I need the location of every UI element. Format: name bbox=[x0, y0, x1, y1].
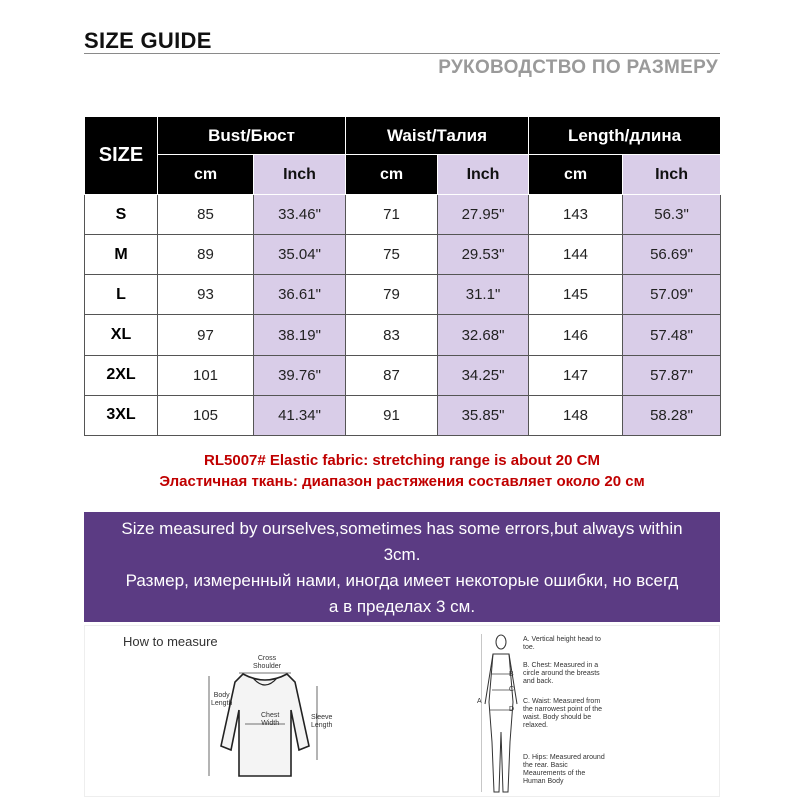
measure-desc-height: A. Vertical height head to toe. bbox=[523, 636, 601, 651]
length-cm-cell: 148 bbox=[529, 395, 623, 435]
size-table bbox=[84, 116, 721, 436]
size-column-header: SIZE bbox=[85, 117, 158, 195]
body-length-label bbox=[211, 692, 232, 708]
length-cm-cell: 145 bbox=[529, 275, 623, 315]
elastic-note-en: RL5007# Elastic fabric: stretching range is about 20 CM bbox=[204, 452, 600, 469]
title-divider bbox=[84, 53, 720, 54]
table-row bbox=[85, 195, 721, 235]
page-title: SIZE GUIDE bbox=[84, 28, 212, 53]
length-cm-cell: 143 bbox=[529, 195, 623, 235]
cross-shoulder-label bbox=[253, 655, 281, 671]
size-cell: S bbox=[85, 195, 158, 235]
measure-desc-waist: C. Waist: Measured from the narrowest point of the waist. Body should be relaxed. bbox=[523, 698, 602, 729]
cross-shoulder-label-line2: Shoulder bbox=[253, 663, 282, 670]
bust-inch-cell: 39.76" bbox=[254, 355, 346, 395]
bust-cm-cell: 97 bbox=[158, 315, 254, 355]
bust-cm-cell: 105 bbox=[158, 395, 254, 435]
waist-header: Waist/Талия bbox=[346, 117, 529, 155]
disclaimer-en-line2: 3cm. bbox=[383, 545, 421, 564]
waist-cm-cell: 75 bbox=[346, 235, 438, 275]
bust-inch-cell: 38.19" bbox=[254, 315, 346, 355]
measure-desc-hips: D. Hips: Measured around the rear. Basic Meaurements of the Human Body bbox=[523, 754, 605, 785]
bust-inch-cell: 36.61" bbox=[254, 275, 346, 315]
waist-cm-cell: 83 bbox=[346, 315, 438, 355]
size-cell: M bbox=[85, 235, 158, 275]
elastic-note bbox=[84, 450, 720, 492]
size-cell: XL bbox=[85, 315, 158, 355]
bust-inch-cell: 41.34" bbox=[254, 395, 346, 435]
length-inch-cell: 56.69" bbox=[623, 235, 721, 275]
page-subtitle: РУКОВОДСТВО ПО РАЗМЕРУ bbox=[438, 57, 718, 78]
length-cm-cell: 146 bbox=[529, 315, 623, 355]
how-to-measure-panel bbox=[84, 625, 720, 797]
measure-desc-chest: B. Chest: Measured in a circle around the breasts and back. bbox=[523, 662, 600, 685]
waist-inch-cell: 32.68" bbox=[438, 315, 529, 355]
waist-cm-header: cm bbox=[346, 155, 438, 195]
sleeve-length-label-line1: Sleeve bbox=[311, 714, 333, 721]
length-inch-cell: 57.09" bbox=[623, 275, 721, 315]
length-cm-header: cm bbox=[529, 155, 623, 195]
length-cm-cell: 144 bbox=[529, 235, 623, 275]
figure-letter-d: D bbox=[509, 706, 515, 713]
body-length-label-line1: Body bbox=[213, 692, 230, 699]
length-inch-header: Inch bbox=[623, 155, 721, 195]
waist-inch-cell: 35.85" bbox=[438, 395, 529, 435]
length-inch-cell: 58.28" bbox=[623, 395, 721, 435]
elastic-note-ru: Эластичная ткань: диапазон растяжения составляет около 20 см bbox=[159, 473, 645, 490]
waist-inch-cell: 31.1" bbox=[438, 275, 529, 315]
length-inch-cell: 57.87" bbox=[623, 355, 721, 395]
figure-letter-c: C bbox=[509, 686, 515, 693]
table-row bbox=[85, 235, 721, 275]
waist-inch-header: Inch bbox=[438, 155, 529, 195]
chest-width-label bbox=[261, 712, 279, 728]
size-cell: 2XL bbox=[85, 355, 158, 395]
body-length-label-line2: Length bbox=[211, 700, 233, 707]
chest-width-label-line1: Chest bbox=[261, 712, 280, 719]
bust-cm-cell: 101 bbox=[158, 355, 254, 395]
measurement-disclaimer bbox=[84, 512, 720, 622]
length-inch-cell: 56.3" bbox=[623, 195, 721, 235]
bust-inch-cell: 35.04" bbox=[254, 235, 346, 275]
bust-cm-cell: 93 bbox=[158, 275, 254, 315]
sleeve-length-label bbox=[311, 714, 332, 730]
disclaimer-ru-line1: Размер, измеренный нами, иногда имеет некоторые ошибки, но всегд bbox=[125, 571, 679, 590]
waist-inch-cell: 27.95" bbox=[438, 195, 529, 235]
chest-width-label-line2: Width bbox=[261, 720, 280, 727]
bust-cm-cell: 89 bbox=[158, 235, 254, 275]
disclaimer-ru-line2: а в пределах 3 см. bbox=[328, 597, 476, 616]
table-row bbox=[85, 355, 721, 395]
length-header: Length/длина bbox=[529, 117, 721, 155]
bust-cm-cell: 85 bbox=[158, 195, 254, 235]
how-to-measure-title: How to measure bbox=[123, 634, 218, 649]
cross-shoulder-label-line1: Cross bbox=[257, 655, 277, 662]
waist-cm-cell: 87 bbox=[346, 355, 438, 395]
body-figure-diagram bbox=[481, 632, 521, 796]
waist-cm-cell: 71 bbox=[346, 195, 438, 235]
size-cell: 3XL bbox=[85, 395, 158, 435]
waist-cm-cell: 79 bbox=[346, 275, 438, 315]
length-cm-cell: 147 bbox=[529, 355, 623, 395]
bust-header: Bust/Бюст bbox=[158, 117, 346, 155]
figure-letter-a: A bbox=[477, 698, 482, 705]
table-row bbox=[85, 315, 721, 355]
waist-cm-cell: 91 bbox=[346, 395, 438, 435]
size-cell: L bbox=[85, 275, 158, 315]
bust-inch-header: Inch bbox=[254, 155, 346, 195]
length-inch-cell: 57.48" bbox=[623, 315, 721, 355]
waist-inch-cell: 29.53" bbox=[438, 235, 529, 275]
table-row bbox=[85, 275, 721, 315]
disclaimer-en-line1: Size measured by ourselves,sometimes has some errors,but always within bbox=[121, 519, 683, 538]
bust-inch-cell: 33.46" bbox=[254, 195, 346, 235]
sleeve-length-label-line2: Length bbox=[311, 722, 333, 729]
waist-inch-cell: 34.25" bbox=[438, 355, 529, 395]
table-row bbox=[85, 395, 721, 435]
bust-cm-header: cm bbox=[158, 155, 254, 195]
figure-letter-b: B bbox=[509, 671, 514, 678]
